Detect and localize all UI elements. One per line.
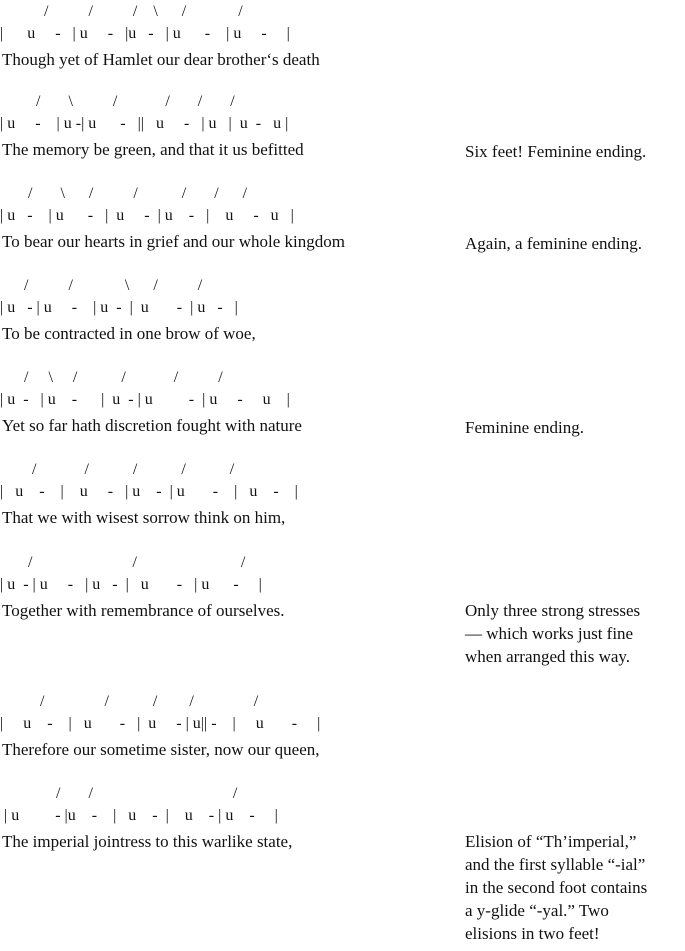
stress-marks: / / / \ / / bbox=[0, 3, 243, 20]
verse-line: Yet so far hath discretion fought with nature bbox=[2, 416, 302, 435]
stress-marks: / \ / / / / bbox=[0, 93, 235, 110]
scansion-marks: | u - | u - | u - | u - | u - u | bbox=[0, 391, 290, 408]
margin-note: Feminine ending. bbox=[465, 418, 584, 437]
verse-line: The memory be green, and that it us befitted bbox=[2, 140, 304, 159]
scansion-marks: | u - |u - | u - | u - | u - | bbox=[0, 807, 278, 824]
margin-note: Again, a feminine ending. bbox=[465, 234, 643, 253]
margin-note: Elision of “Th’imperial,” and the first syllable “-ial” in the second foot contains a y-glide “-yal.” Two elisions in two feet! bbox=[465, 832, 648, 943]
scansion-marks: | u - | u - | u - | u - | u - u | bbox=[0, 207, 294, 224]
stress-marks: / \ / / / / / bbox=[0, 185, 248, 202]
verse-line: To be contracted in one brow of woe, bbox=[2, 324, 256, 343]
scansion-marks: | u - | u - | u - | u - | u - | bbox=[0, 483, 298, 500]
verse-line: To bear our hearts in grief and our whole kingdom bbox=[2, 232, 345, 251]
scansion-marks: | u - | u -| u - || u - | u | u - u | bbox=[0, 115, 289, 132]
stress-marks: / \ / / / / bbox=[0, 369, 223, 386]
stress-marks: / / / bbox=[0, 554, 246, 571]
stress-marks: / / / / / bbox=[0, 693, 259, 710]
stress-marks: / / \ / / bbox=[0, 277, 203, 294]
verse-line: Together with remembrance of ourselves. bbox=[2, 601, 285, 620]
verse-line: Therefore our sometime sister, now our queen, bbox=[2, 740, 320, 759]
scansion-marks: | u - | u - |u - | u - | u - | bbox=[0, 25, 290, 42]
verse-line: Though yet of Hamlet our dear brother‘s death bbox=[2, 50, 320, 69]
verse-line: The imperial jointress to this warlike state, bbox=[2, 832, 293, 851]
stress-marks: / / / bbox=[0, 785, 238, 802]
scansion-marks: | u - | u - | u - | u|| - | u - | bbox=[0, 715, 321, 732]
scansion-marks: | u - | u - | u - | u - | u - | bbox=[0, 299, 238, 316]
margin-note: Only three strong stresses — which works just fine when arranged this way. bbox=[465, 601, 641, 666]
scansion-marks: | u - | u - | u - | u - | u - | bbox=[0, 576, 262, 593]
verse-line: That we with wisest sorrow think on him, bbox=[2, 508, 286, 527]
stress-marks: / / / / / bbox=[0, 461, 235, 478]
margin-note: Six feet! Feminine ending. bbox=[465, 142, 647, 161]
